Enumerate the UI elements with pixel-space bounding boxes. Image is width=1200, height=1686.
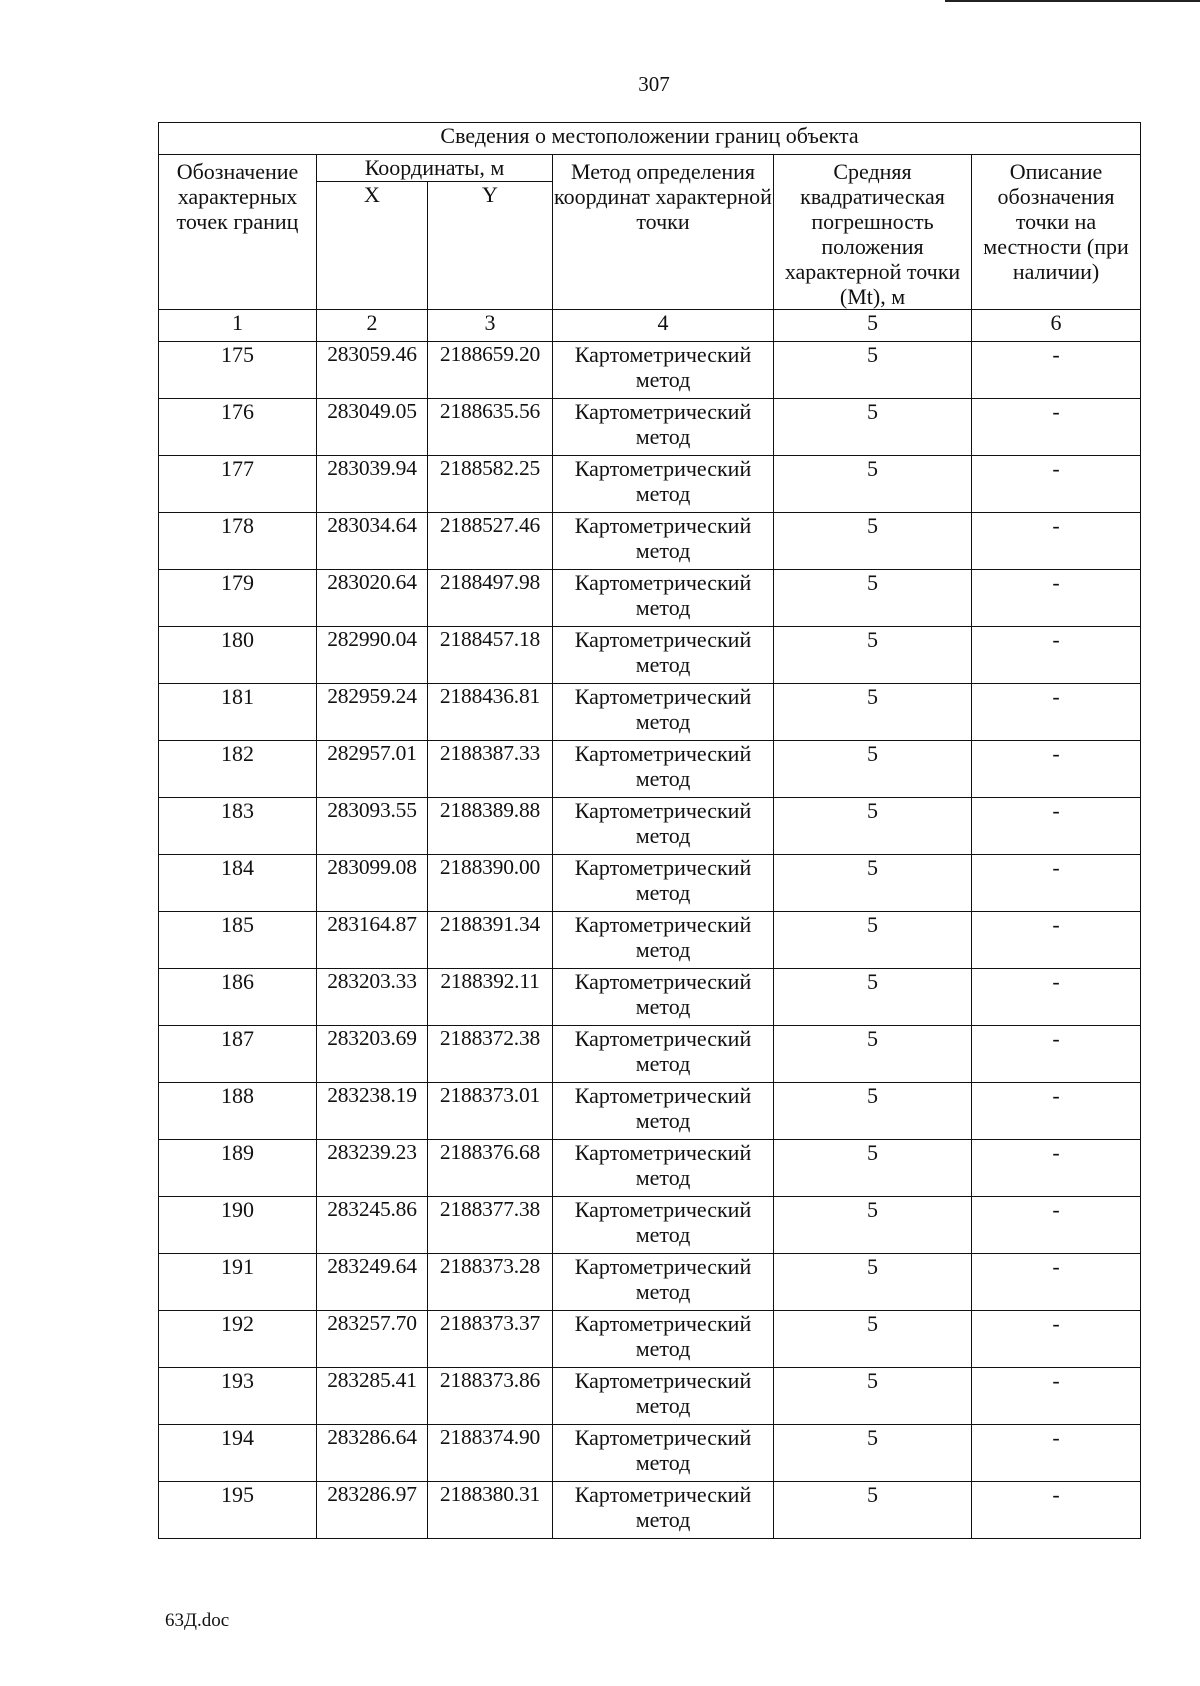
table-row: [159, 1425, 1141, 1482]
method-cell: Картометрический метод: [553, 399, 774, 456]
description-cell: -: [972, 456, 1141, 513]
x-coordinate-cell: 283285.41: [317, 1368, 428, 1425]
y-coordinate-cell: 2188373.28: [428, 1254, 553, 1311]
column-number: 6: [972, 310, 1141, 342]
y-coordinate-cell: 2188380.31: [428, 1482, 553, 1539]
y-coordinate-cell: 2188527.46: [428, 513, 553, 570]
header-row: [159, 155, 1141, 182]
point-cell: 186: [159, 969, 317, 1026]
description-cell: -: [972, 1026, 1141, 1083]
y-coordinate-cell: 2188372.38: [428, 1026, 553, 1083]
point-cell: 178: [159, 513, 317, 570]
mean-error-cell: 5: [774, 1368, 972, 1425]
column-number: 4: [553, 310, 774, 342]
column-number: 5: [774, 310, 972, 342]
header-method: Метод определения координат характерной точки: [553, 155, 774, 310]
y-coordinate-cell: 2188374.90: [428, 1425, 553, 1482]
description-cell: -: [972, 969, 1141, 1026]
table-row: [159, 741, 1141, 798]
table-row: [159, 570, 1141, 627]
point-cell: 175: [159, 342, 317, 399]
y-coordinate-cell: 2188659.20: [428, 342, 553, 399]
x-coordinate-cell: 283039.94: [317, 456, 428, 513]
y-coordinate-cell: 2188392.11: [428, 969, 553, 1026]
description-cell: -: [972, 855, 1141, 912]
description-cell: -: [972, 399, 1141, 456]
x-coordinate-cell: 282959.24: [317, 684, 428, 741]
mean-error-cell: 5: [774, 1482, 972, 1539]
table-row: [159, 342, 1141, 399]
description-cell: -: [972, 798, 1141, 855]
x-coordinate-cell: 283059.46: [317, 342, 428, 399]
y-coordinate-cell: 2188582.25: [428, 456, 553, 513]
method-cell: Картометрический метод: [553, 456, 774, 513]
footer-filename: 63Д.doc: [165, 1610, 230, 1631]
table-title: Сведения о местоположении границ объекта: [159, 123, 1141, 155]
point-cell: 190: [159, 1197, 317, 1254]
point-cell: 181: [159, 684, 317, 741]
table-row: [159, 399, 1141, 456]
method-cell: Картометрический метод: [553, 1482, 774, 1539]
table-row: [159, 1254, 1141, 1311]
method-cell: Картометрический метод: [553, 969, 774, 1026]
mean-error-cell: 5: [774, 798, 972, 855]
mean-error-cell: 5: [774, 513, 972, 570]
method-cell: Картометрический метод: [553, 1197, 774, 1254]
table-row: [159, 1197, 1141, 1254]
table-title-row: [159, 123, 1141, 155]
point-cell: 176: [159, 399, 317, 456]
table-row: [159, 1482, 1141, 1539]
description-cell: -: [972, 1197, 1141, 1254]
point-cell: 191: [159, 1254, 317, 1311]
mean-error-cell: 5: [774, 627, 972, 684]
x-coordinate-cell: 283164.87: [317, 912, 428, 969]
x-coordinate-cell: 283245.86: [317, 1197, 428, 1254]
point-cell: 188: [159, 1083, 317, 1140]
top-edge-rule: [945, 0, 1200, 2]
mean-error-cell: 5: [774, 1026, 972, 1083]
method-cell: Картометрический метод: [553, 1311, 774, 1368]
header-coordinates-group: Координаты, м: [317, 155, 553, 182]
method-cell: Картометрический метод: [553, 684, 774, 741]
method-cell: Картометрический метод: [553, 798, 774, 855]
method-cell: Картометрический метод: [553, 741, 774, 798]
y-coordinate-cell: 2188387.33: [428, 741, 553, 798]
point-cell: 189: [159, 1140, 317, 1197]
mean-error-cell: 5: [774, 969, 972, 1026]
description-cell: -: [972, 627, 1141, 684]
x-coordinate-cell: 283093.55: [317, 798, 428, 855]
method-cell: Картометрический метод: [553, 570, 774, 627]
method-cell: Картометрический метод: [553, 627, 774, 684]
y-coordinate-cell: 2188389.88: [428, 798, 553, 855]
y-coordinate-cell: 2188391.34: [428, 912, 553, 969]
x-coordinate-cell: 282990.04: [317, 627, 428, 684]
description-cell: -: [972, 1140, 1141, 1197]
column-number: 1: [159, 310, 317, 342]
header-x: X: [317, 182, 428, 310]
x-coordinate-cell: 283020.64: [317, 570, 428, 627]
table-row: [159, 1311, 1141, 1368]
column-number: 3: [428, 310, 553, 342]
point-cell: 177: [159, 456, 317, 513]
mean-error-cell: 5: [774, 456, 972, 513]
y-coordinate-cell: 2188436.81: [428, 684, 553, 741]
description-cell: -: [972, 912, 1141, 969]
mean-error-cell: 5: [774, 1311, 972, 1368]
point-cell: 187: [159, 1026, 317, 1083]
y-coordinate-cell: 2188377.38: [428, 1197, 553, 1254]
mean-error-cell: 5: [774, 684, 972, 741]
description-cell: -: [972, 684, 1141, 741]
description-cell: -: [972, 1482, 1141, 1539]
method-cell: Картометрический метод: [553, 513, 774, 570]
x-coordinate-cell: 283239.23: [317, 1140, 428, 1197]
mean-error-cell: 5: [774, 399, 972, 456]
boundary-points-table: [158, 122, 1141, 1539]
description-cell: -: [972, 513, 1141, 570]
table-row: [159, 1026, 1141, 1083]
mean-error-cell: 5: [774, 342, 972, 399]
method-cell: Картометрический метод: [553, 1254, 774, 1311]
x-coordinate-cell: 283249.64: [317, 1254, 428, 1311]
point-cell: 194: [159, 1425, 317, 1482]
mean-error-cell: 5: [774, 1425, 972, 1482]
description-cell: -: [972, 570, 1141, 627]
description-cell: -: [972, 1311, 1141, 1368]
x-coordinate-cell: 283203.69: [317, 1026, 428, 1083]
column-number: 2: [317, 310, 428, 342]
point-cell: 184: [159, 855, 317, 912]
x-coordinate-cell: 283286.64: [317, 1425, 428, 1482]
y-coordinate-cell: 2188373.86: [428, 1368, 553, 1425]
page-number: 307: [638, 72, 670, 96]
x-coordinate-cell: 283034.64: [317, 513, 428, 570]
point-cell: 180: [159, 627, 317, 684]
mean-error-cell: 5: [774, 1083, 972, 1140]
method-cell: Картометрический метод: [553, 1083, 774, 1140]
table-row: [159, 1083, 1141, 1140]
y-coordinate-cell: 2188497.98: [428, 570, 553, 627]
column-number-row: [159, 310, 1141, 342]
table-row: [159, 1140, 1141, 1197]
point-cell: 182: [159, 741, 317, 798]
y-coordinate-cell: 2188373.01: [428, 1083, 553, 1140]
mean-error-cell: 5: [774, 570, 972, 627]
x-coordinate-cell: 283049.05: [317, 399, 428, 456]
y-coordinate-cell: 2188457.18: [428, 627, 553, 684]
mean-error-cell: 5: [774, 1140, 972, 1197]
y-coordinate-cell: 2188373.37: [428, 1311, 553, 1368]
header-y: Y: [428, 182, 553, 310]
x-coordinate-cell: 283238.19: [317, 1083, 428, 1140]
description-cell: -: [972, 1254, 1141, 1311]
y-coordinate-cell: 2188376.68: [428, 1140, 553, 1197]
x-coordinate-cell: 283286.97: [317, 1482, 428, 1539]
x-coordinate-cell: 283099.08: [317, 855, 428, 912]
table-row: [159, 684, 1141, 741]
y-coordinate-cell: 2188390.00: [428, 855, 553, 912]
method-cell: Картометрический метод: [553, 342, 774, 399]
description-cell: -: [972, 342, 1141, 399]
description-cell: -: [972, 1425, 1141, 1482]
method-cell: Картометрический метод: [553, 1140, 774, 1197]
point-cell: 195: [159, 1482, 317, 1539]
mean-error-cell: 5: [774, 1254, 972, 1311]
method-cell: Картометрический метод: [553, 1026, 774, 1083]
method-cell: Картометрический метод: [553, 1425, 774, 1482]
header-point-designation: Обозначение характерных точек границ: [159, 155, 317, 310]
description-cell: -: [972, 1368, 1141, 1425]
header-mean-error: Средняя квадратическая погрешность положения характерной точки (Mt), м: [774, 155, 972, 310]
table-row: [159, 627, 1141, 684]
description-cell: -: [972, 1083, 1141, 1140]
mean-error-cell: 5: [774, 912, 972, 969]
table-row: [159, 1368, 1141, 1425]
point-cell: 185: [159, 912, 317, 969]
table-row: [159, 456, 1141, 513]
table-row: [159, 969, 1141, 1026]
header-description: Описание обозначения точки на местности (при наличии): [972, 155, 1141, 310]
mean-error-cell: 5: [774, 1197, 972, 1254]
method-cell: Картометрический метод: [553, 912, 774, 969]
table-row: [159, 513, 1141, 570]
x-coordinate-cell: 283203.33: [317, 969, 428, 1026]
point-cell: 179: [159, 570, 317, 627]
point-cell: 183: [159, 798, 317, 855]
method-cell: Картометрический метод: [553, 1368, 774, 1425]
table-row: [159, 855, 1141, 912]
table-row: [159, 912, 1141, 969]
method-cell: Картометрический метод: [553, 855, 774, 912]
mean-error-cell: 5: [774, 741, 972, 798]
point-cell: 193: [159, 1368, 317, 1425]
description-cell: -: [972, 741, 1141, 798]
table-row: [159, 798, 1141, 855]
mean-error-cell: 5: [774, 855, 972, 912]
y-coordinate-cell: 2188635.56: [428, 399, 553, 456]
x-coordinate-cell: 283257.70: [317, 1311, 428, 1368]
x-coordinate-cell: 282957.01: [317, 741, 428, 798]
point-cell: 192: [159, 1311, 317, 1368]
